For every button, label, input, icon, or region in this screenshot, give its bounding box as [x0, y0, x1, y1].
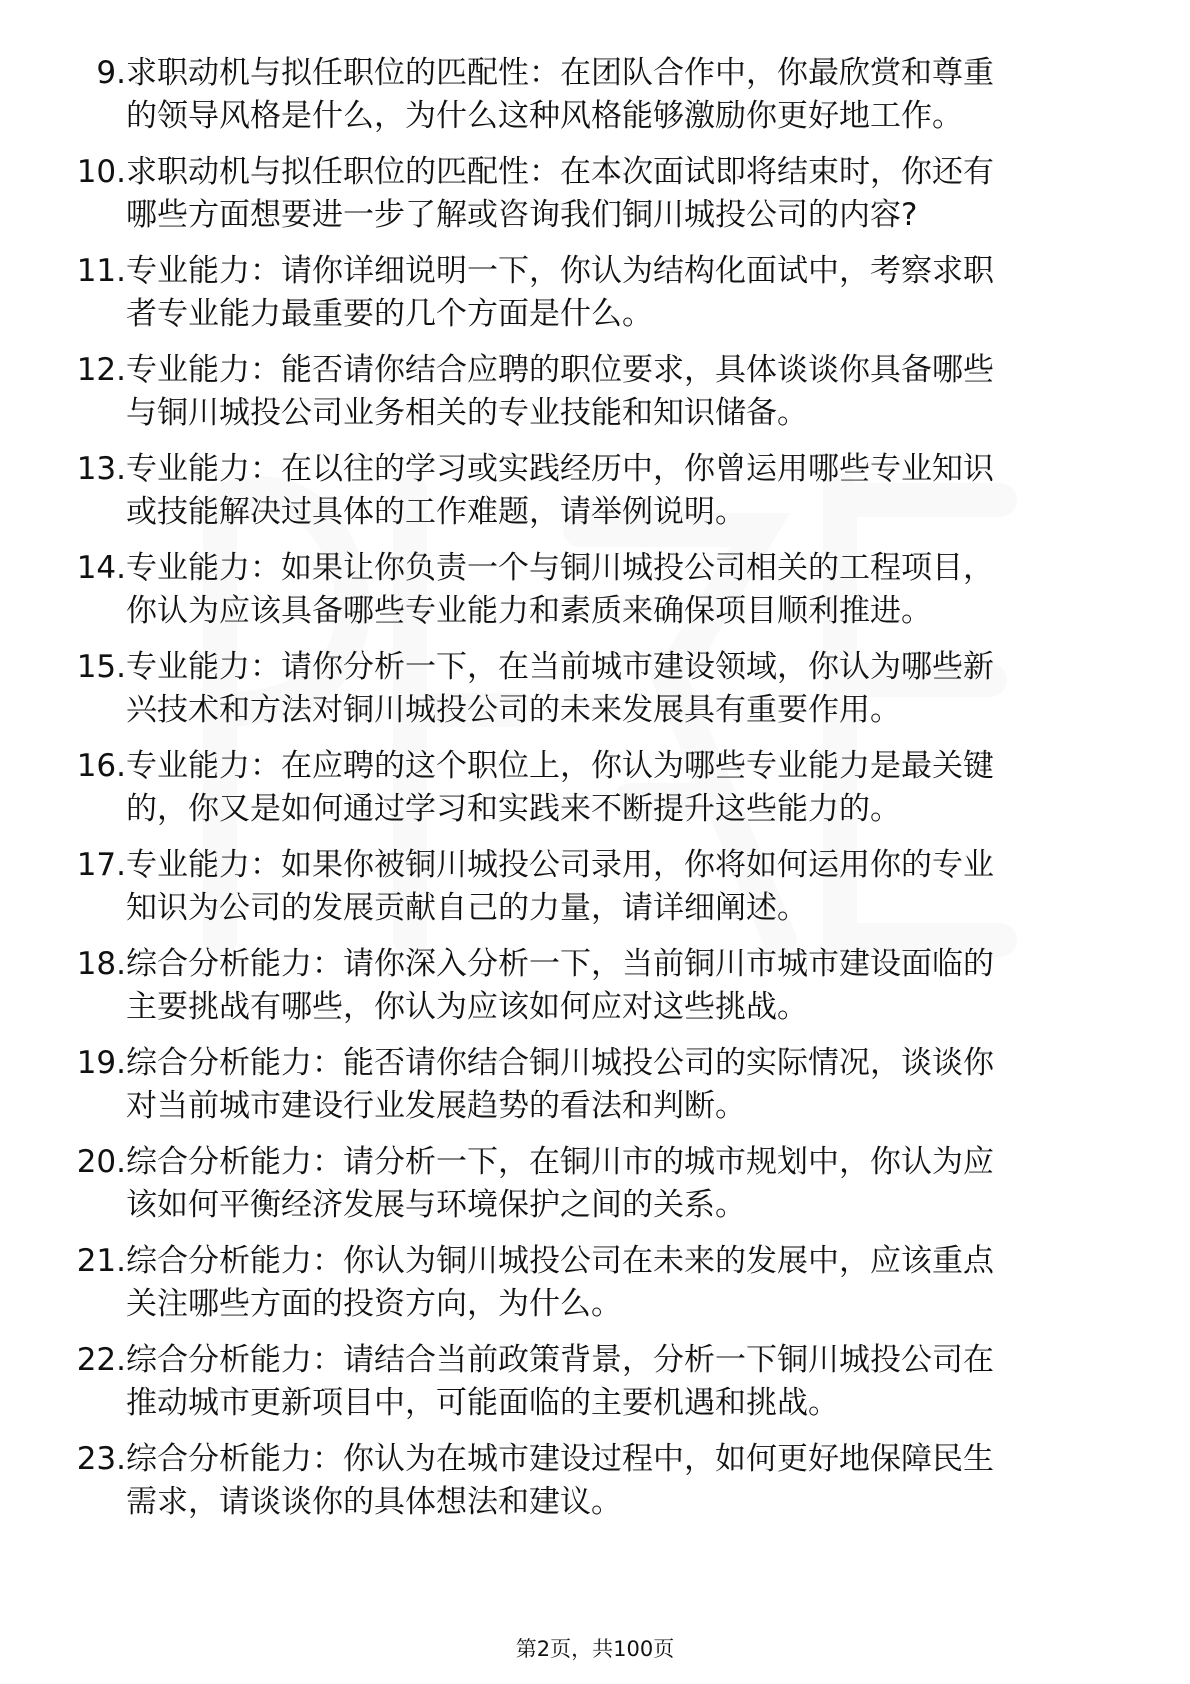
- question-line: 的，你又是如何通过学习和实践来不断提升这些能力的。: [126, 791, 901, 827]
- question-line: 综合分析能力：请结合当前政策背景，分析一下铜川城投公司在: [126, 1342, 994, 1378]
- question-number: 18.: [76, 946, 126, 982]
- question-line: 专业能力：能否请你结合应聘的职位要求，具体谈谈你具备哪些: [126, 352, 994, 388]
- question-item: [0, 547, 1190, 646]
- question-text: [126, 646, 1116, 732]
- question-number: 16.: [76, 748, 126, 784]
- question-item: [0, 349, 1190, 448]
- question-text: [126, 1438, 1116, 1524]
- question-number: 19.: [76, 1045, 126, 1081]
- question-line: 求职动机与拟任职位的匹配性：在本次面试即将结束时，你还有: [126, 154, 994, 190]
- question-text: [126, 250, 1116, 336]
- question-number: 12.: [76, 352, 126, 388]
- question-line: 对当前城市建设行业发展趋势的看法和判断。: [126, 1088, 746, 1124]
- question-number: 13.: [76, 451, 126, 487]
- question-text: [126, 745, 1116, 831]
- question-text: [126, 1240, 1116, 1326]
- question-text: [126, 1042, 1116, 1128]
- question-text: [126, 844, 1116, 930]
- question-line: 专业能力：如果让你负责一个与铜川城投公司相关的工程项目，: [126, 550, 994, 586]
- question-text: [126, 943, 1116, 1029]
- question-number: 14.: [76, 550, 126, 586]
- question-text: [126, 1141, 1116, 1227]
- question-number: 22.: [76, 1342, 126, 1378]
- question-item: [0, 745, 1190, 844]
- question-line: 关注哪些方面的投资方向，为什么。: [126, 1286, 622, 1322]
- question-number: 15.: [76, 649, 126, 685]
- question-line: 综合分析能力：请你深入分析一下，当前铜川市城市建设面临的: [126, 946, 994, 982]
- question-item: [0, 1240, 1190, 1339]
- question-line: 或技能解决过具体的工作难题，请举例说明。: [126, 494, 746, 530]
- question-line: 的领导风格是什么，为什么这种风格能够激励你更好地工作。: [126, 98, 963, 134]
- question-line: 你认为应该具备哪些专业能力和素质来确保项目顺利推进。: [126, 593, 932, 629]
- question-line: 主要挑战有哪些，你认为应该如何应对这些挑战。: [126, 989, 808, 1025]
- question-line: 该如何平衡经济发展与环境保护之间的关系。: [126, 1187, 746, 1223]
- question-line: 综合分析能力：能否请你结合铜川城投公司的实际情况，谈谈你: [126, 1045, 994, 1081]
- question-text: [126, 52, 1116, 138]
- question-item: [0, 646, 1190, 745]
- question-line: 知识为公司的发展贡献自己的力量，请详细阐述。: [126, 890, 808, 926]
- question-item: [0, 52, 1190, 151]
- question-number: 11.: [76, 253, 126, 289]
- question-list: [0, 52, 1190, 1537]
- question-item: [0, 1339, 1190, 1438]
- question-number: 21.: [76, 1243, 126, 1279]
- question-number: 10.: [76, 154, 126, 190]
- question-line: 求职动机与拟任职位的匹配性：在团队合作中，你最欣赏和尊重: [126, 55, 994, 91]
- question-number: 9.: [96, 55, 126, 91]
- question-line: 者专业能力最重要的几个方面是什么。: [126, 296, 653, 332]
- question-item: [0, 1141, 1190, 1240]
- question-line: 推动城市更新项目中，可能面临的主要机遇和挑战。: [126, 1385, 839, 1421]
- question-line: 综合分析能力：请分析一下，在铜川市的城市规划中，你认为应: [126, 1144, 994, 1180]
- question-line: 综合分析能力：你认为在城市建设过程中，如何更好地保障民生: [126, 1441, 994, 1477]
- question-item: [0, 1042, 1190, 1141]
- question-line: 哪些方面想要进一步了解或咨询我们铜川城投公司的内容?: [126, 197, 918, 233]
- question-line: 专业能力：请你详细说明一下，你认为结构化面试中，考察求职: [126, 253, 994, 289]
- question-text: [126, 448, 1116, 534]
- question-text: [126, 349, 1116, 435]
- page-footer: 第2页，共100页: [515, 1637, 675, 1661]
- question-item: [0, 250, 1190, 349]
- question-text: [126, 151, 1116, 237]
- question-item: [0, 151, 1190, 250]
- question-number: 23.: [76, 1441, 126, 1477]
- question-number: 20.: [76, 1144, 126, 1180]
- question-line: 专业能力：在应聘的这个职位上，你认为哪些专业能力是最关键: [126, 748, 994, 784]
- question-item: [0, 448, 1190, 547]
- question-text: [126, 1339, 1116, 1425]
- question-line: 专业能力：请你分析一下，在当前城市建设领域，你认为哪些新: [126, 649, 994, 685]
- question-item: [0, 943, 1190, 1042]
- question-line: 综合分析能力：你认为铜川城投公司在未来的发展中，应该重点: [126, 1243, 994, 1279]
- question-item: [0, 1438, 1190, 1537]
- question-text: [126, 547, 1116, 633]
- question-line: 兴技术和方法对铜川城投公司的未来发展具有重要作用。: [126, 692, 901, 728]
- question-line: 与铜川城投公司业务相关的专业技能和知识储备。: [126, 395, 808, 431]
- question-line: 专业能力：如果你被铜川城投公司录用，你将如何运用你的专业: [126, 847, 994, 883]
- question-line: 需求，请谈谈你的具体想法和建议。: [126, 1484, 622, 1520]
- question-number: 17.: [76, 847, 126, 883]
- question-line: 专业能力：在以往的学习或实践经历中，你曾运用哪些专业知识: [126, 451, 994, 487]
- question-item: [0, 844, 1190, 943]
